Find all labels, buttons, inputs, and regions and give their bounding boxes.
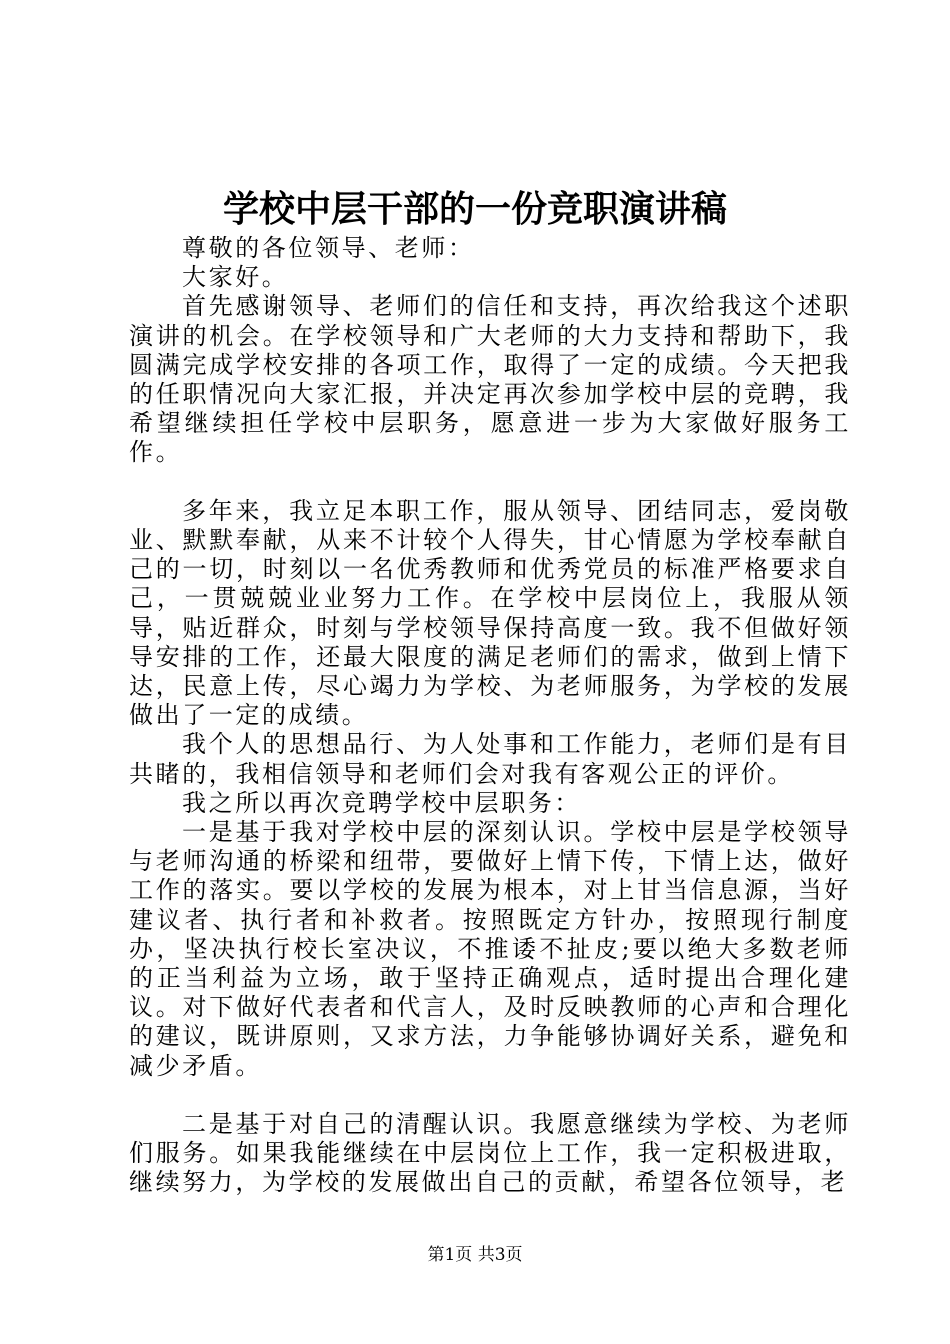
greeting: 大家好。 [182,263,289,292]
document-title: 学校中层干部的一份竞职演讲稿 [222,188,727,230]
paragraph-intro: 首先感谢领导、老师们的信任和支持，再次给我这个述职演讲的机会。在学校领导和广大老师的大力支持和帮助下，我圆满完成学校安排的各项工作，取得了一定的成绩。今天把我的任职情况向大家汇报，并决定再次参加学校中层的竞聘，我希望继续担任学校中层职务，愿意进一步为大家做好服务工作。 [129,292,851,467]
page-number-footer: 第1页 共3页 [427,1245,523,1265]
paragraph-reason-two: 二是基于对自己的清醒认识。我愿意继续为学校、为老师们服务。如果我能继续在中层岗位上工作，我一定积极进取，继续努力，为学校的发展做出自己的贡献，希望各位领导，老 [129,1110,851,1197]
paragraph-character: 我个人的思想品行、为人处事和工作能力，老师们是有目共睹的，我相信领导和老师们会对我有客观公正的评价。 [129,730,851,788]
paragraph-reason-one: 一是基于我对学校中层的深刻认识。学校中层是学校领导与老师沟通的桥梁和纽带，要做好上情下传，下情上达，做好工作的落实。要以学校的发展为根本，对上甘当信息源，当好建议者、执行者和补救者。按照既定方针办，按照现行制度办，坚决执行校长室决议，不推诿不扯皮;要以绝大多数老师的正当利益为立场，敢于坚持正确观点，适时提出合理化建议。对下做好代表者和代言人，及时反映教师的心声和合理化的建议，既讲原则，又求方法，力争能够协调好关系，避免和减少矛盾。 [129,818,851,1080]
document-body [129,234,851,1198]
salutation: 尊敬的各位领导、老师： [182,234,475,262]
paragraph-experience: 多年来，我立足本职工作，服从领导、团结同志，爱岗敬业、默默奉献，从来不计较个人得失，甘心情愿为学校奉献自己的一切，时刻以一名优秀教师和优秀党员的标准严格要求自己，一贯兢兢业业努力工作。在学校中层岗位上，我服从领导，贴近群众，时刻与学校领导保持高度一致。我不但做好领导安排的工作，还最大限度的满足老师们的需求，做到上情下达，民意上传，尽心竭力为学校、为老师服务，为学校的发展做出了一定的成绩。 [129,496,851,730]
paragraph-reasons-lead: 我之所以再次竞聘学校中层职务： [182,788,581,817]
